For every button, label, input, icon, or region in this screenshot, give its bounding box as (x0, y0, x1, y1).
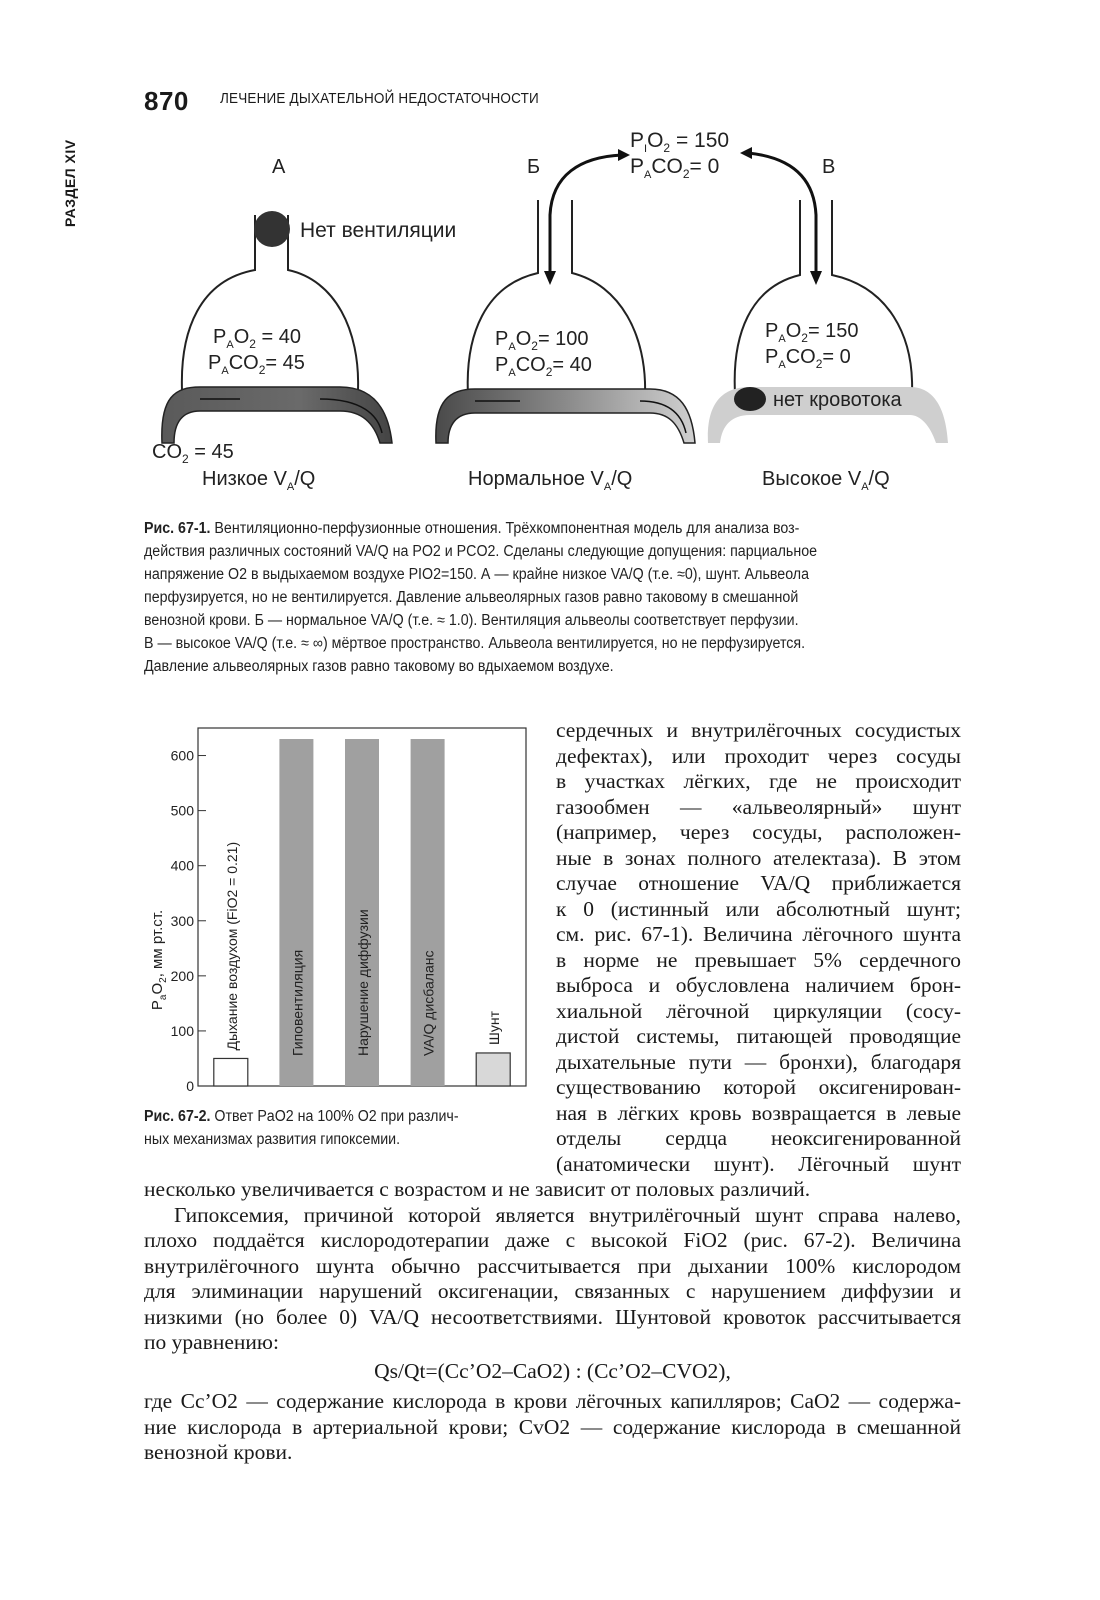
bar-label: Нарушение диффузии (355, 909, 371, 1056)
body-paragraphs: несколько увеличивается с возрастом и не зависит от половых различий. Гипоксемия, причиной которой является внутрилёгочный шунт справа налево, плохо поддаётся кислородотерапии даже с высокой FiO2 (рис. 67-2). Величина внутрилёгочного шунта обычно рассчитывается при дыхании 100% кислородом для элиминации нарушений оксигенации, связанных с нарушением диффузии и низкими (но более 0) VA/Q несоответствиями. Шунтовой кровоток рассчитывается по уравнению: (144, 1177, 961, 1354)
panel-b-label: Нормальное $V_A/Q$ (468, 468, 633, 493)
panel-a (152, 156, 456, 493)
shunt-formula: Qs/Qt=(Cc’O2–CaO2) : (Cc’O2–CVO2), (374, 1359, 731, 1383)
y-tick-label: 600 (170, 747, 194, 764)
y-tick-label: 200 (170, 967, 194, 984)
panel-a-label: Низкое $V_A/Q$ (202, 468, 316, 493)
y-tick-label: 300 (170, 912, 194, 929)
panel-c-note: нет кровотока (773, 389, 902, 411)
bar-label: Дыхание воздухом (FiO2 = 0.21) (223, 841, 240, 1051)
bar-label: VA/Q дисбаланс (420, 950, 437, 1056)
page-number: 870 (144, 86, 189, 116)
figure-ventilation-perfusion (140, 125, 970, 510)
blockage-circle (254, 211, 290, 247)
svg-text:PACO2= 40: $P_ACO_2= 40$ (495, 354, 592, 379)
formula-explanation: где Cc’O2 — содержание кислорода в крови лёгочных капилляров; CaO2 — содержа- ние кислорода в артериальной крови; CvO2 — содержание кислорода в смешанной венозной крови. (144, 1389, 961, 1464)
svg-text:CO2 = 45: $CO_2 = 45$ (152, 441, 234, 466)
figure2-caption: Рис. 67-2. Ответ PaO2 на 100% O2 при различ- ных механизмах развития гипоксемии. (144, 1108, 459, 1148)
svg-text:PACO2= 45: $P_ACO_2= 45$ (208, 352, 305, 377)
running-title: ЛЕЧЕНИЕ ДЫХАТЕЛЬНОЙ НЕДОСТАТОЧНОСТИ (220, 90, 539, 107)
y-tick-label: 500 (170, 802, 194, 819)
y-tick-label: 400 (170, 857, 194, 874)
bar-label: Шунт (486, 1010, 503, 1045)
y-tick-label: 0 (186, 1078, 194, 1094)
blood-vessel-b (436, 389, 695, 443)
inspired-pco2: $P_ACO_2= 0$ (630, 155, 720, 181)
no-flow-blob (734, 387, 766, 411)
blood-vessel-a (162, 387, 392, 443)
figure-pao2-chart (140, 720, 540, 1105)
panel-a-note: Нет вентиляции (300, 219, 457, 242)
svg-text:PAO2= 100: $P_AO_2= 100$ (495, 328, 589, 353)
bar (476, 1053, 510, 1086)
figure1-caption: Рис. 67-1. Вентиляционно-перфузионные отношения. Трёхкомпонентная модель для анализа воз- действия различных состояний VA/Q на PO2 и PCO2. Сделаны следующие допущения: парциальное напряжение O2 в выдыхаемом воздухе PIO2=150. А — крайне низкое VA/Q (т.е. ≈0), шунт. Альвеола перфузируется, но не вентилируется. Давление альвеолярных газов равно таковому в смешанной венозной крови. Б — нормальное VA/Q (т.е. ≈ 1.0). Вентиляция альвеолы соответствует перфузии. В — высокое VA/Q (т.е. ≈ ∞) мёртвое пространство. Альвеола вентилируется, но не перфузируется. Давление альвеолярных газов равно таковому во вдыхаемом воздухе. (144, 520, 818, 675)
y-tick-label: 100 (170, 1022, 194, 1039)
bar (214, 1058, 248, 1086)
svg-text:PAO2 = 40: $P_AO_2 = 40$ (213, 326, 301, 351)
panel-b-letter: Б (527, 156, 541, 178)
bar-label: Гиповентиляция (289, 949, 306, 1056)
svg-text:PACO2= 0: $P_ACO_2= 0$ (765, 346, 851, 371)
panel-c-label: Высокое $V_A/Q$ (762, 468, 890, 493)
panel-b (436, 149, 695, 493)
y-axis-label: $P_aO_2$, мм рт.ст. (149, 909, 169, 1011)
inspired-po2: $P_IO_2 = 150$ (630, 129, 730, 155)
panel-c (708, 147, 948, 493)
svg-text:PAO2= 150: $P_AO_2= 150$ (765, 320, 859, 345)
right-column-text: сердечных и внутрилёгочных сосудистых дефектах), или проходит через сосуды в участках лёгких, где не происходит газообмен — «альвеолярный» шунт (например, через сосуды, расположен- ные в зонах полного ателектаза). В этом случае отношение VA/Q приближается к 0 (истинный или абсолютный шунт; см. рис. 67-1). Величина лёгочного шунта в норме не превышает 5% сердечного выброса и обусловлена наличием брон- хиальной лёгочной циркуляции (сосу- дистой системы, питающей проводящие дыхательные пути — бронхи), благодаря существованию которой оксигенирован- ная в лёгких кровь возвращается в левые отделы сердца неоксигенированной (анатомически шунт). Лёгочный шунт (556, 718, 961, 1176)
section-label: РАЗДЕЛ XIV (62, 139, 78, 227)
panel-a-letter: А (272, 156, 286, 178)
panel-c-letter: В (822, 156, 836, 178)
